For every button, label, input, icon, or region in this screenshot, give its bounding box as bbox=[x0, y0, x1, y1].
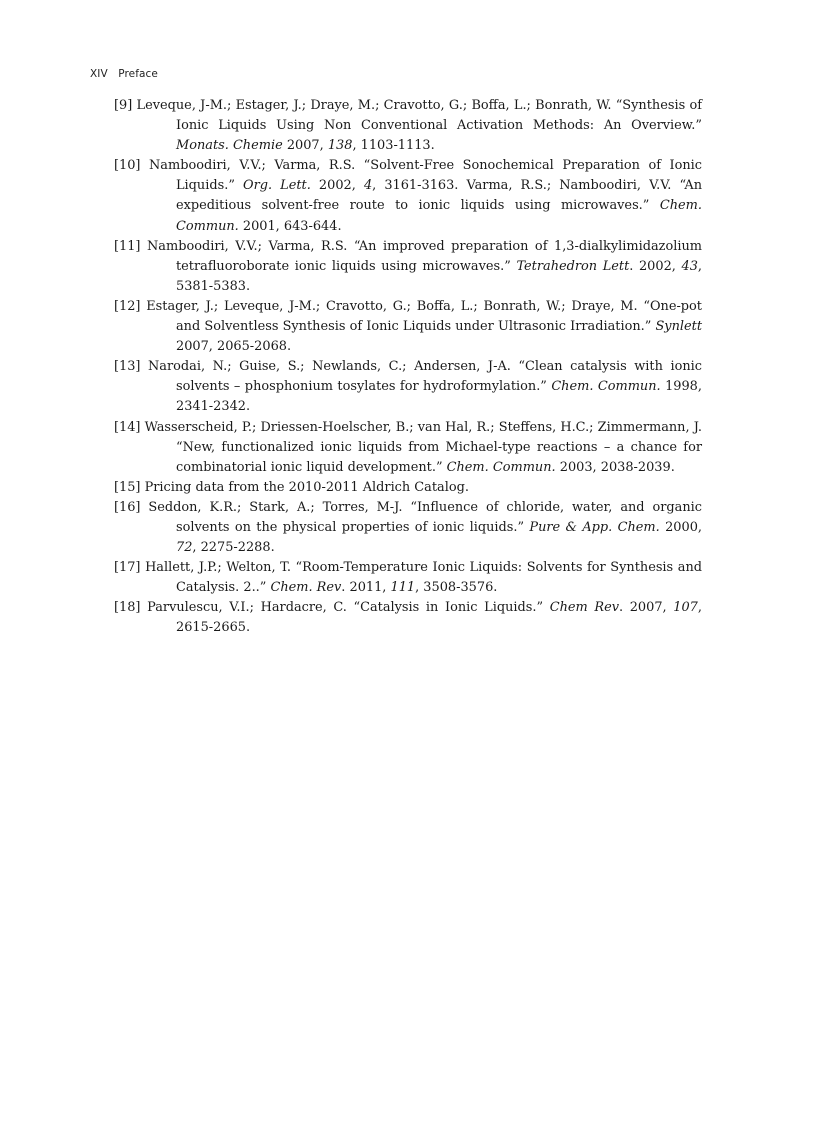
reference-item bbox=[114, 598, 702, 638]
reference-number: [14] bbox=[114, 419, 141, 435]
reference-list bbox=[114, 96, 702, 639]
reference-text: Wasserscheid, P.; Driessen-Hoelscher, B.; van Hal, R.; Steffens, H.C.; Zimmermann, J. “New, functionalized ionic liquids from Michael-type reactions – a chance for combinatorial ionic liquid development.” bbox=[144, 419, 702, 475]
reference-italic-text: Chem. Commun. bbox=[446, 459, 556, 475]
reference-number: [13] bbox=[114, 359, 141, 375]
reference-text: Namboodiri, V.V.; Varma, R.S. “Solvent-Free Sonochemical Preparation of Ionic Liquids.” bbox=[149, 158, 702, 194]
reference-number: [16] bbox=[114, 499, 141, 515]
reference-text: Hallett, J.P.; Welton, T. “Room-Temperature Ionic Liquids: Solvents for Synthesis and Catalysis. 2..” bbox=[145, 560, 702, 596]
reference-text: Seddon, K.R.; Stark, A.; Torres, M-J. “Influence of chloride, water, and organic solvents on the physical properties of ionic liquids.” bbox=[148, 499, 702, 535]
reference-item bbox=[114, 478, 702, 498]
reference-italic-text: Chem Rev bbox=[549, 600, 619, 616]
reference-number: [17] bbox=[114, 560, 141, 576]
reference-text: Parvulescu, V.I.; Hardacre, C. “Catalysis in Ionic Liquids.” bbox=[147, 600, 550, 616]
reference-text: 2003, 2038-2039. bbox=[555, 459, 675, 475]
reference-number: [18] bbox=[114, 600, 141, 616]
reference-text: Pricing data from the 2010-2011 Aldrich Catalog. bbox=[144, 479, 469, 495]
running-head bbox=[90, 68, 158, 80]
reference-text: , 2615-2665. bbox=[176, 600, 702, 636]
page-number: XIV bbox=[90, 68, 108, 80]
reference-text: 2000, bbox=[659, 519, 702, 535]
reference-text: , 5381-5383. bbox=[176, 258, 703, 294]
reference-item bbox=[114, 297, 702, 357]
reference-italic-text: 111 bbox=[390, 580, 416, 596]
reference-italic-text: 4 bbox=[363, 178, 373, 194]
reference-text: , 2275-2288. bbox=[192, 540, 275, 556]
reference-italic-text: Tetrahedron Lett bbox=[516, 258, 630, 274]
reference-text: , 3508-3576. bbox=[415, 580, 498, 596]
reference-text: 1998, 2341-2342. bbox=[176, 379, 702, 415]
reference-italic-text: Org. Lett. bbox=[243, 178, 311, 194]
reference-italic-text: Monats. Chemie bbox=[176, 138, 283, 154]
reference-italic-text: Chem. Commun. bbox=[551, 379, 661, 395]
reference-text: . 2002, bbox=[629, 258, 682, 274]
reference-number: [12] bbox=[114, 298, 141, 314]
reference-text: , 3161-3163. Varma, R.S.; Namboodiri, V.V. “An expeditious solvent-free route to ionic liquids using microwaves.” bbox=[176, 178, 703, 214]
reference-item bbox=[114, 498, 702, 558]
reference-italic-text: 138 bbox=[327, 138, 353, 154]
reference-italic-text: Chem. Commun. bbox=[176, 198, 702, 234]
reference-text: . 2007, bbox=[618, 600, 674, 616]
reference-item bbox=[114, 96, 702, 156]
reference-number: [11] bbox=[114, 238, 141, 254]
reference-italic-text: 72 bbox=[176, 540, 193, 556]
reference-italic-text: Pure & App. Chem. bbox=[529, 519, 660, 535]
reference-text: 2007, bbox=[282, 138, 328, 154]
reference-item bbox=[114, 156, 702, 236]
reference-italic-text: 43 bbox=[681, 258, 698, 274]
reference-item bbox=[114, 418, 702, 478]
reference-italic-text: 107 bbox=[673, 600, 698, 616]
section-title: Preface bbox=[118, 68, 158, 80]
reference-number: [9] bbox=[114, 98, 133, 113]
reference-item bbox=[114, 237, 702, 297]
reference-text: Leveque, J-M.; Estager, J.; Draye, M.; Cravotto, G.; Boffa, L.; Bonrath, W. “Synthesis of Ionic Liquids Using Non Conventional Activation Methods: An Overview.” bbox=[136, 98, 702, 134]
reference-text: Narodai, N.; Guise, S.; Newlands, C.; Andersen, J-A. “Clean catalysis with ionic solvents – phosphonium tosylates for hydroformylation.” bbox=[148, 359, 702, 395]
reference-item bbox=[114, 558, 702, 598]
reference-number: [15] bbox=[114, 479, 141, 495]
reference-text: 2001, 643-644. bbox=[238, 218, 342, 234]
reference-item bbox=[114, 357, 702, 417]
reference-text: Namboodiri, V.V.; Varma, R.S. “An improved preparation of 1,3-dialkylimidazolium tetrafluoroborate ionic liquids using microwaves.” bbox=[147, 238, 702, 274]
reference-text: . 2011, bbox=[341, 580, 391, 596]
reference-number: [10] bbox=[114, 158, 141, 174]
reference-text: 2002, bbox=[310, 178, 364, 194]
reference-italic-text: Synlett bbox=[655, 319, 702, 335]
reference-text: 2007, 2065-2068. bbox=[176, 339, 292, 355]
reference-text: , 1103-1113. bbox=[352, 138, 435, 154]
reference-text: Estager, J.; Leveque, J-M.; Cravotto, G.; Boffa, L.; Bonrath, W.; Draye, M. “One-pot and Solventless Synthesis of Ionic Liquids under Ultrasonic Irradiation.” bbox=[146, 298, 702, 335]
reference-italic-text: Chem. Rev bbox=[270, 580, 342, 596]
